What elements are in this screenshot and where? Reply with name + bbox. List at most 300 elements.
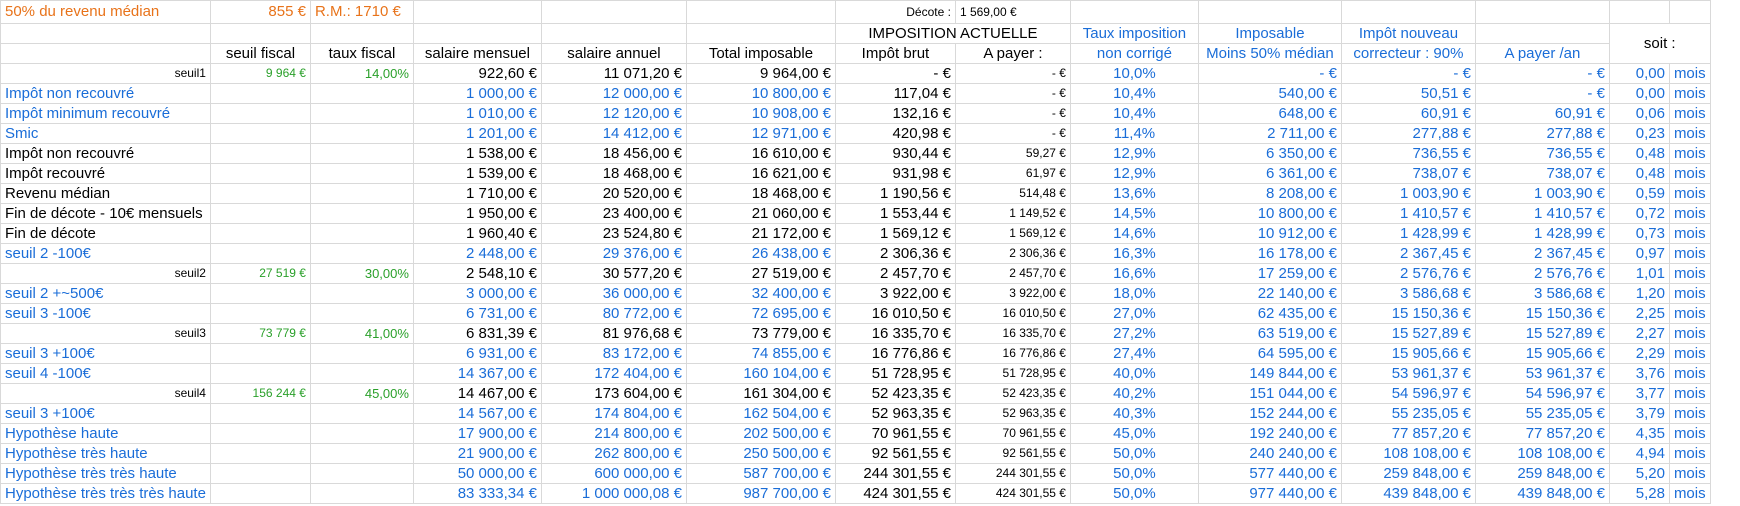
cell-salaire-annuel[interactable]: 214 800,00 € xyxy=(541,424,686,444)
cell-taux-fiscal[interactable] xyxy=(310,144,413,164)
cell-total-imposable[interactable]: 10 800,00 € xyxy=(686,84,835,104)
cell-taux-imposition[interactable]: 18,0% xyxy=(1070,284,1198,304)
cell-a-payer-an[interactable]: 738,07 € xyxy=(1475,164,1609,184)
header-a-payer-an[interactable]: A payer /an xyxy=(1475,44,1609,64)
cell-impot-nouveau[interactable]: 15 527,89 € xyxy=(1341,324,1475,344)
cell-mois-unit[interactable]: mois xyxy=(1669,324,1710,344)
cell-salaire-annuel[interactable]: 18 468,00 € xyxy=(541,164,686,184)
cell-impot-nouveau[interactable]: 1 410,57 € xyxy=(1341,204,1475,224)
header-moins-50-median[interactable]: Moins 50% médian xyxy=(1198,44,1341,64)
cell-soit-value[interactable]: 4,35 xyxy=(1609,424,1669,444)
cell-a-payer-an[interactable]: - € xyxy=(1475,84,1609,104)
cell-mois-unit[interactable]: mois xyxy=(1669,424,1710,444)
cell-row-label[interactable]: seuil 2 -100€ xyxy=(1,244,211,264)
cell-seuil-fiscal[interactable]: 9 964 € xyxy=(210,64,310,84)
cell-impot-nouveau[interactable]: 2 367,45 € xyxy=(1341,244,1475,264)
cell-a-payer[interactable]: 92 561,55 € xyxy=(955,444,1070,464)
cell-seuil-fiscal[interactable] xyxy=(210,424,310,444)
cell-a-payer-an[interactable]: 259 848,00 € xyxy=(1475,464,1609,484)
cell-mois-unit[interactable]: mois xyxy=(1669,84,1710,104)
cell-impot-brut[interactable]: 70 961,55 € xyxy=(835,424,955,444)
cell-salaire-annuel[interactable]: 173 604,00 € xyxy=(541,384,686,404)
cell-salaire-mensuel[interactable]: 50 000,00 € xyxy=(413,464,541,484)
header-total-imposable[interactable]: Total imposable xyxy=(686,44,835,64)
cell-imposable[interactable]: 648,00 € xyxy=(1198,104,1341,124)
cell-soit-value[interactable]: 5,20 xyxy=(1609,464,1669,484)
cell-impot-brut[interactable]: 132,16 € xyxy=(835,104,955,124)
cell-impot-brut[interactable]: 931,98 € xyxy=(835,164,955,184)
cell-taux-fiscal[interactable] xyxy=(310,304,413,324)
cell-salaire-mensuel[interactable]: 3 000,00 € xyxy=(413,284,541,304)
cell-mois-unit[interactable]: mois xyxy=(1669,244,1710,264)
header-imposable[interactable]: Imposable xyxy=(1198,24,1341,44)
cell-taux-fiscal[interactable]: 30,00% xyxy=(310,264,413,284)
cell-taux-imposition[interactable]: 50,0% xyxy=(1070,464,1198,484)
cell-seuil-fiscal[interactable] xyxy=(210,124,310,144)
cell-salaire-annuel[interactable]: 83 172,00 € xyxy=(541,344,686,364)
cell-row-label[interactable]: Fin de décote xyxy=(1,224,211,244)
cell-taux-fiscal[interactable] xyxy=(310,444,413,464)
cell-taux-imposition[interactable]: 16,6% xyxy=(1070,264,1198,284)
cell-taux-fiscal[interactable] xyxy=(310,484,413,504)
cell-mois-unit[interactable]: mois xyxy=(1669,224,1710,244)
cell-mois-unit[interactable]: mois xyxy=(1669,164,1710,184)
cell-a-payer-an[interactable]: 277,88 € xyxy=(1475,124,1609,144)
cell-a-payer-an[interactable]: 53 961,37 € xyxy=(1475,364,1609,384)
cell-total-imposable[interactable]: 160 104,00 € xyxy=(686,364,835,384)
cell-total-imposable[interactable]: 12 971,00 € xyxy=(686,124,835,144)
cell-taux-fiscal[interactable] xyxy=(310,104,413,124)
cell-seuil-fiscal[interactable]: 73 779 € xyxy=(210,324,310,344)
cell-a-payer[interactable]: 16 776,86 € xyxy=(955,344,1070,364)
cell-salaire-annuel[interactable]: 600 000,00 € xyxy=(541,464,686,484)
cell-salaire-mensuel[interactable]: 17 900,00 € xyxy=(413,424,541,444)
cell-impot-brut[interactable]: 51 728,95 € xyxy=(835,364,955,384)
cell-mois-unit[interactable]: mois xyxy=(1669,184,1710,204)
cell-a-payer[interactable]: 59,27 € xyxy=(955,144,1070,164)
cell-impot-nouveau[interactable]: 53 961,37 € xyxy=(1341,364,1475,384)
cell-salaire-annuel[interactable]: 1 000 000,08 € xyxy=(541,484,686,504)
cell-a-payer-an[interactable]: 1 428,99 € xyxy=(1475,224,1609,244)
cell-a-payer-an[interactable]: 1 003,90 € xyxy=(1475,184,1609,204)
cell-seuil-fiscal[interactable] xyxy=(210,104,310,124)
cell-impot-brut[interactable]: 2 306,36 € xyxy=(835,244,955,264)
cell-salaire-mensuel[interactable]: 6 731,00 € xyxy=(413,304,541,324)
cell-total-imposable[interactable]: 587 700,00 € xyxy=(686,464,835,484)
cell-impot-nouveau[interactable]: 60,91 € xyxy=(1341,104,1475,124)
cell-a-payer[interactable]: 424 301,55 € xyxy=(955,484,1070,504)
cell-taux-fiscal[interactable]: 45,00% xyxy=(310,384,413,404)
cell-median-label[interactable]: 50% du revenu médian xyxy=(1,1,211,24)
cell-taux-fiscal[interactable] xyxy=(310,464,413,484)
cell-seuil-fiscal[interactable] xyxy=(210,484,310,504)
header-correcteur[interactable]: correcteur : 90% xyxy=(1341,44,1475,64)
cell-seuil-fiscal[interactable] xyxy=(210,464,310,484)
cell-a-payer-an[interactable]: 736,55 € xyxy=(1475,144,1609,164)
cell-soit-value[interactable]: 0,72 xyxy=(1609,204,1669,224)
cell-salaire-mensuel[interactable]: 83 333,34 € xyxy=(413,484,541,504)
cell-a-payer[interactable]: - € xyxy=(955,64,1070,84)
cell-soit-value[interactable]: 0,00 xyxy=(1609,64,1669,84)
cell-impot-nouveau[interactable]: 15 905,66 € xyxy=(1341,344,1475,364)
cell-salaire-mensuel[interactable]: 14 367,00 € xyxy=(413,364,541,384)
cell-taux-imposition[interactable]: 27,4% xyxy=(1070,344,1198,364)
cell-total-imposable[interactable]: 10 908,00 € xyxy=(686,104,835,124)
cell-soit-value[interactable]: 5,28 xyxy=(1609,484,1669,504)
cell-salaire-mensuel[interactable]: 2 448,00 € xyxy=(413,244,541,264)
header-impot-brut[interactable]: Impôt brut xyxy=(835,44,955,64)
cell-row-label[interactable]: Impôt non recouvré xyxy=(1,84,211,104)
cell-imposable[interactable]: 22 140,00 € xyxy=(1198,284,1341,304)
cell-salaire-annuel[interactable]: 18 456,00 € xyxy=(541,144,686,164)
cell-taux-imposition[interactable]: 14,6% xyxy=(1070,224,1198,244)
cell-row-label[interactable]: Hypothèse haute xyxy=(1,424,211,444)
cell-salaire-mensuel[interactable]: 1 000,00 € xyxy=(413,84,541,104)
cell-impot-nouveau[interactable]: 108 108,00 € xyxy=(1341,444,1475,464)
cell-taux-imposition[interactable]: 40,3% xyxy=(1070,404,1198,424)
cell-imposable[interactable]: 240 240,00 € xyxy=(1198,444,1341,464)
cell-salaire-mensuel[interactable]: 922,60 € xyxy=(413,64,541,84)
cell-total-imposable[interactable]: 202 500,00 € xyxy=(686,424,835,444)
cell-mois-unit[interactable]: mois xyxy=(1669,284,1710,304)
cell-a-payer-an[interactable]: 2 367,45 € xyxy=(1475,244,1609,264)
cell-soit-value[interactable]: 0,97 xyxy=(1609,244,1669,264)
cell-seuil-fiscal[interactable] xyxy=(210,344,310,364)
cell-imposable[interactable]: 2 711,00 € xyxy=(1198,124,1341,144)
cell-a-payer[interactable]: 51 728,95 € xyxy=(955,364,1070,384)
cell-row-label[interactable]: Impôt minimum recouvré xyxy=(1,104,211,124)
cell-a-payer[interactable]: 61,97 € xyxy=(955,164,1070,184)
cell-seuil-fiscal[interactable]: 156 244 € xyxy=(210,384,310,404)
cell-imposable[interactable]: 192 240,00 € xyxy=(1198,424,1341,444)
cell-soit-value[interactable]: 4,94 xyxy=(1609,444,1669,464)
cell-impot-nouveau[interactable]: - € xyxy=(1341,64,1475,84)
cell-taux-imposition[interactable]: 16,3% xyxy=(1070,244,1198,264)
cell-seuil-fiscal[interactable] xyxy=(210,204,310,224)
cell-a-payer[interactable]: 16 335,70 € xyxy=(955,324,1070,344)
header-seuil-fiscal[interactable]: seuil fiscal xyxy=(210,44,310,64)
cell-salaire-mensuel[interactable]: 1 010,00 € xyxy=(413,104,541,124)
cell-soit-value[interactable]: 0,06 xyxy=(1609,104,1669,124)
cell-taux-fiscal[interactable] xyxy=(310,164,413,184)
cell-impot-brut[interactable]: 2 457,70 € xyxy=(835,264,955,284)
cell-row-label[interactable]: seuil3 xyxy=(1,324,211,344)
cell-taux-imposition[interactable]: 50,0% xyxy=(1070,444,1198,464)
cell-soit-value[interactable]: 2,29 xyxy=(1609,344,1669,364)
cell-soit-value[interactable]: 3,79 xyxy=(1609,404,1669,424)
cell-taux-imposition[interactable]: 40,0% xyxy=(1070,364,1198,384)
cell-a-payer[interactable]: - € xyxy=(955,104,1070,124)
cell-soit-value[interactable]: 2,25 xyxy=(1609,304,1669,324)
cell-total-imposable[interactable]: 72 695,00 € xyxy=(686,304,835,324)
cell-seuil-fiscal[interactable] xyxy=(210,444,310,464)
cell-decote-value[interactable]: 1 569,00 € xyxy=(955,1,1070,24)
cell-impot-brut[interactable]: 117,04 € xyxy=(835,84,955,104)
cell-salaire-annuel[interactable]: 36 000,00 € xyxy=(541,284,686,304)
cell-impot-brut[interactable]: 1 190,56 € xyxy=(835,184,955,204)
cell-imposable[interactable]: 63 519,00 € xyxy=(1198,324,1341,344)
cell-taux-imposition[interactable]: 27,0% xyxy=(1070,304,1198,324)
header-non-corrige[interactable]: non corrigé xyxy=(1070,44,1198,64)
cell-row-label[interactable]: seuil 2 +~500€ xyxy=(1,284,211,304)
cell-imposable[interactable]: 10 912,00 € xyxy=(1198,224,1341,244)
cell-a-payer-an[interactable]: 15 150,36 € xyxy=(1475,304,1609,324)
cell-seuil-fiscal[interactable] xyxy=(210,404,310,424)
cell-imposable[interactable]: 152 244,00 € xyxy=(1198,404,1341,424)
cell-mois-unit[interactable]: mois xyxy=(1669,144,1710,164)
cell-a-payer[interactable]: 16 010,50 € xyxy=(955,304,1070,324)
cell-total-imposable[interactable]: 18 468,00 € xyxy=(686,184,835,204)
cell-imposable[interactable]: 16 178,00 € xyxy=(1198,244,1341,264)
header-soit[interactable]: soit : xyxy=(1609,24,1710,64)
cell-salaire-annuel[interactable]: 81 976,68 € xyxy=(541,324,686,344)
cell-impot-brut[interactable]: 420,98 € xyxy=(835,124,955,144)
cell-imposable[interactable]: 6 361,00 € xyxy=(1198,164,1341,184)
cell-salaire-mensuel[interactable]: 21 900,00 € xyxy=(413,444,541,464)
cell-salaire-mensuel[interactable]: 6 931,00 € xyxy=(413,344,541,364)
cell-impot-brut[interactable]: 52 423,35 € xyxy=(835,384,955,404)
cell-impot-nouveau[interactable]: 3 586,68 € xyxy=(1341,284,1475,304)
cell-seuil-fiscal[interactable] xyxy=(210,284,310,304)
cell-imposable[interactable]: 10 800,00 € xyxy=(1198,204,1341,224)
cell-impot-nouveau[interactable]: 54 596,97 € xyxy=(1341,384,1475,404)
cell-total-imposable[interactable]: 21 060,00 € xyxy=(686,204,835,224)
cell-salaire-mensuel[interactable]: 6 831,39 € xyxy=(413,324,541,344)
cell-row-label[interactable]: Hypothèse très haute xyxy=(1,444,211,464)
cell-salaire-mensuel[interactable]: 1 538,00 € xyxy=(413,144,541,164)
cell-imposable[interactable]: 62 435,00 € xyxy=(1198,304,1341,324)
cell-salaire-mensuel[interactable]: 1 960,40 € xyxy=(413,224,541,244)
cell-row-label[interactable]: seuil1 xyxy=(1,64,211,84)
cell-impot-nouveau[interactable]: 15 150,36 € xyxy=(1341,304,1475,324)
cell-salaire-mensuel[interactable]: 14 467,00 € xyxy=(413,384,541,404)
cell-impot-nouveau[interactable]: 439 848,00 € xyxy=(1341,484,1475,504)
cell-impot-brut[interactable]: 16 776,86 € xyxy=(835,344,955,364)
cell-salaire-mensuel[interactable]: 1 201,00 € xyxy=(413,124,541,144)
cell-soit-value[interactable]: 3,76 xyxy=(1609,364,1669,384)
cell-soit-value[interactable]: 0,23 xyxy=(1609,124,1669,144)
cell-mois-unit[interactable]: mois xyxy=(1669,384,1710,404)
cell-taux-fiscal[interactable] xyxy=(310,424,413,444)
cell-salaire-annuel[interactable]: 12 000,00 € xyxy=(541,84,686,104)
cell-total-imposable[interactable]: 21 172,00 € xyxy=(686,224,835,244)
cell-taux-fiscal[interactable]: 14,00% xyxy=(310,64,413,84)
cell-mois-unit[interactable]: mois xyxy=(1669,444,1710,464)
cell-seuil-fiscal[interactable] xyxy=(210,304,310,324)
cell-salaire-annuel[interactable]: 23 524,80 € xyxy=(541,224,686,244)
cell-impot-nouveau[interactable]: 77 857,20 € xyxy=(1341,424,1475,444)
cell-taux-imposition[interactable]: 45,0% xyxy=(1070,424,1198,444)
header-taux-fiscal[interactable]: taux fiscal xyxy=(310,44,413,64)
cell-a-payer[interactable]: 3 922,00 € xyxy=(955,284,1070,304)
cell-seuil-fiscal[interactable] xyxy=(210,144,310,164)
cell-salaire-annuel[interactable]: 29 376,00 € xyxy=(541,244,686,264)
cell-mois-unit[interactable]: mois xyxy=(1669,104,1710,124)
cell-taux-fiscal[interactable] xyxy=(310,244,413,264)
cell-taux-imposition[interactable]: 10,4% xyxy=(1070,104,1198,124)
cell-a-payer[interactable]: 244 301,55 € xyxy=(955,464,1070,484)
cell-a-payer[interactable]: 70 961,55 € xyxy=(955,424,1070,444)
cell-impot-brut[interactable]: 16 335,70 € xyxy=(835,324,955,344)
cell-impot-nouveau[interactable]: 55 235,05 € xyxy=(1341,404,1475,424)
cell-mois-unit[interactable]: mois xyxy=(1669,464,1710,484)
cell-row-label[interactable]: Smic xyxy=(1,124,211,144)
cell-taux-fiscal[interactable] xyxy=(310,404,413,424)
cell-imposable[interactable]: 6 350,00 € xyxy=(1198,144,1341,164)
cell-taux-imposition[interactable]: 10,4% xyxy=(1070,84,1198,104)
cell-taux-imposition[interactable]: 40,2% xyxy=(1070,384,1198,404)
cell-a-payer-an[interactable]: 55 235,05 € xyxy=(1475,404,1609,424)
cell-taux-fiscal[interactable]: 41,00% xyxy=(310,324,413,344)
cell-soit-value[interactable]: 0,48 xyxy=(1609,144,1669,164)
cell-soit-value[interactable]: 1,20 xyxy=(1609,284,1669,304)
cell-row-label[interactable]: Impôt non recouvré xyxy=(1,144,211,164)
cell-taux-imposition[interactable]: 50,0% xyxy=(1070,484,1198,504)
cell-imposable[interactable]: 64 595,00 € xyxy=(1198,344,1341,364)
cell-total-imposable[interactable]: 32 400,00 € xyxy=(686,284,835,304)
cell-a-payer[interactable]: 1 569,12 € xyxy=(955,224,1070,244)
cell-impot-brut[interactable]: 16 010,50 € xyxy=(835,304,955,324)
cell-taux-fiscal[interactable] xyxy=(310,224,413,244)
cell-a-payer[interactable]: 52 423,35 € xyxy=(955,384,1070,404)
cell-taux-fiscal[interactable] xyxy=(310,204,413,224)
cell-taux-fiscal[interactable] xyxy=(310,124,413,144)
cell-imposition-actuelle[interactable]: IMPOSITION ACTUELLE xyxy=(835,24,1070,44)
cell-a-payer-an[interactable]: 108 108,00 € xyxy=(1475,444,1609,464)
cell-impot-nouveau[interactable]: 738,07 € xyxy=(1341,164,1475,184)
cell-soit-value[interactable]: 0,48 xyxy=(1609,164,1669,184)
cell-taux-fiscal[interactable] xyxy=(310,184,413,204)
cell-impot-brut[interactable]: 52 963,35 € xyxy=(835,404,955,424)
cell-imposable[interactable]: 577 440,00 € xyxy=(1198,464,1341,484)
cell-total-imposable[interactable]: 73 779,00 € xyxy=(686,324,835,344)
cell-impot-nouveau[interactable]: 1 003,90 € xyxy=(1341,184,1475,204)
cell-impot-brut[interactable]: 3 922,00 € xyxy=(835,284,955,304)
cell-impot-nouveau[interactable]: 2 576,76 € xyxy=(1341,264,1475,284)
cell-taux-imposition[interactable]: 14,5% xyxy=(1070,204,1198,224)
cell-salaire-mensuel[interactable]: 14 567,00 € xyxy=(413,404,541,424)
cell-row-label[interactable]: Impôt recouvré xyxy=(1,164,211,184)
cell-decote-label[interactable]: Décote : xyxy=(835,1,955,24)
cell-taux-imposition[interactable]: 12,9% xyxy=(1070,164,1198,184)
cell-total-imposable[interactable]: 74 855,00 € xyxy=(686,344,835,364)
cell-row-label[interactable]: seuil 4 -100€ xyxy=(1,364,211,384)
cell-total-imposable[interactable]: 161 304,00 € xyxy=(686,384,835,404)
cell-salaire-mensuel[interactable]: 1 710,00 € xyxy=(413,184,541,204)
cell-row-label[interactable]: Fin de décote - 10€ mensuels xyxy=(1,204,211,224)
cell-half-median[interactable]: 855 € xyxy=(210,1,310,24)
cell-row-label[interactable]: seuil2 xyxy=(1,264,211,284)
cell-mois-unit[interactable]: mois xyxy=(1669,64,1710,84)
cell-salaire-annuel[interactable]: 80 772,00 € xyxy=(541,304,686,324)
cell-imposable[interactable]: - € xyxy=(1198,64,1341,84)
cell-a-payer-an[interactable]: 77 857,20 € xyxy=(1475,424,1609,444)
cell-soit-value[interactable]: 0,59 xyxy=(1609,184,1669,204)
cell-a-payer[interactable]: 52 963,35 € xyxy=(955,404,1070,424)
cell-mois-unit[interactable]: mois xyxy=(1669,264,1710,284)
cell-a-payer-an[interactable]: 60,91 € xyxy=(1475,104,1609,124)
cell-seuil-fiscal[interactable]: 27 519 € xyxy=(210,264,310,284)
cell-salaire-mensuel[interactable]: 1 950,00 € xyxy=(413,204,541,224)
header-salaire-annuel[interactable]: salaire annuel xyxy=(541,44,686,64)
cell-soit-value[interactable]: 1,01 xyxy=(1609,264,1669,284)
cell-salaire-mensuel[interactable]: 1 539,00 € xyxy=(413,164,541,184)
cell-row-label[interactable]: Hypothèse très très très haute xyxy=(1,484,211,504)
cell-mois-unit[interactable]: mois xyxy=(1669,364,1710,384)
cell-imposable[interactable]: 151 044,00 € xyxy=(1198,384,1341,404)
cell-imposable[interactable]: 977 440,00 € xyxy=(1198,484,1341,504)
cell-imposable[interactable]: 149 844,00 € xyxy=(1198,364,1341,384)
cell-salaire-annuel[interactable]: 172 404,00 € xyxy=(541,364,686,384)
cell-seuil-fiscal[interactable] xyxy=(210,184,310,204)
cell-impot-brut[interactable]: 1 553,44 € xyxy=(835,204,955,224)
cell-row-label[interactable]: seuil 3 +100€ xyxy=(1,344,211,364)
cell-row-label[interactable]: Revenu médian xyxy=(1,184,211,204)
cell-mois-unit[interactable]: mois xyxy=(1669,404,1710,424)
cell-a-payer-an[interactable]: 15 905,66 € xyxy=(1475,344,1609,364)
cell-impot-nouveau[interactable]: 259 848,00 € xyxy=(1341,464,1475,484)
cell-impot-brut[interactable]: 244 301,55 € xyxy=(835,464,955,484)
header-taux-imposition[interactable]: Taux imposition xyxy=(1070,24,1198,44)
cell-rm[interactable]: R.M.: 1710 € xyxy=(310,1,413,24)
cell-taux-fiscal[interactable] xyxy=(310,84,413,104)
cell-mois-unit[interactable]: mois xyxy=(1669,484,1710,504)
cell-impot-brut[interactable]: 1 569,12 € xyxy=(835,224,955,244)
cell-a-payer-an[interactable]: 3 586,68 € xyxy=(1475,284,1609,304)
cell-impot-nouveau[interactable]: 50,51 € xyxy=(1341,84,1475,104)
cell-total-imposable[interactable]: 162 504,00 € xyxy=(686,404,835,424)
cell-row-label[interactable]: seuil 3 +100€ xyxy=(1,404,211,424)
cell-a-payer[interactable]: 514,48 € xyxy=(955,184,1070,204)
cell-taux-imposition[interactable]: 10,0% xyxy=(1070,64,1198,84)
cell-a-payer-an[interactable]: 54 596,97 € xyxy=(1475,384,1609,404)
cell-a-payer[interactable]: - € xyxy=(955,124,1070,144)
cell-a-payer-an[interactable]: - € xyxy=(1475,64,1609,84)
cell-imposable[interactable]: 8 208,00 € xyxy=(1198,184,1341,204)
cell-seuil-fiscal[interactable] xyxy=(210,244,310,264)
cell-mois-unit[interactable]: mois xyxy=(1669,204,1710,224)
cell-total-imposable[interactable]: 16 621,00 € xyxy=(686,164,835,184)
cell-seuil-fiscal[interactable] xyxy=(210,164,310,184)
cell-salaire-annuel[interactable]: 20 520,00 € xyxy=(541,184,686,204)
cell-seuil-fiscal[interactable] xyxy=(210,224,310,244)
cell-a-payer-an[interactable]: 2 576,76 € xyxy=(1475,264,1609,284)
cell-a-payer[interactable]: 1 149,52 € xyxy=(955,204,1070,224)
cell-taux-imposition[interactable]: 27,2% xyxy=(1070,324,1198,344)
cell-soit-value[interactable]: 0,00 xyxy=(1609,84,1669,104)
cell-mois-unit[interactable]: mois xyxy=(1669,124,1710,144)
cell-total-imposable[interactable]: 987 700,00 € xyxy=(686,484,835,504)
cell-total-imposable[interactable]: 16 610,00 € xyxy=(686,144,835,164)
cell-impot-brut[interactable]: 92 561,55 € xyxy=(835,444,955,464)
cell-seuil-fiscal[interactable] xyxy=(210,84,310,104)
cell-taux-fiscal[interactable] xyxy=(310,284,413,304)
cell-impot-nouveau[interactable]: 1 428,99 € xyxy=(1341,224,1475,244)
cell-imposable[interactable]: 540,00 € xyxy=(1198,84,1341,104)
cell-impot-nouveau[interactable]: 277,88 € xyxy=(1341,124,1475,144)
cell-row-label[interactable]: seuil4 xyxy=(1,384,211,404)
cell-mois-unit[interactable]: mois xyxy=(1669,304,1710,324)
cell-impot-brut[interactable]: 930,44 € xyxy=(835,144,955,164)
cell-total-imposable[interactable]: 26 438,00 € xyxy=(686,244,835,264)
cell-salaire-annuel[interactable]: 14 412,00 € xyxy=(541,124,686,144)
cell-impot-brut[interactable]: 424 301,55 € xyxy=(835,484,955,504)
cell-impot-nouveau[interactable]: 736,55 € xyxy=(1341,144,1475,164)
header-salaire-mensuel[interactable]: salaire mensuel xyxy=(413,44,541,64)
cell-row-label[interactable]: Hypothèse très très haute xyxy=(1,464,211,484)
cell-taux-fiscal[interactable] xyxy=(310,344,413,364)
cell-salaire-annuel[interactable]: 30 577,20 € xyxy=(541,264,686,284)
